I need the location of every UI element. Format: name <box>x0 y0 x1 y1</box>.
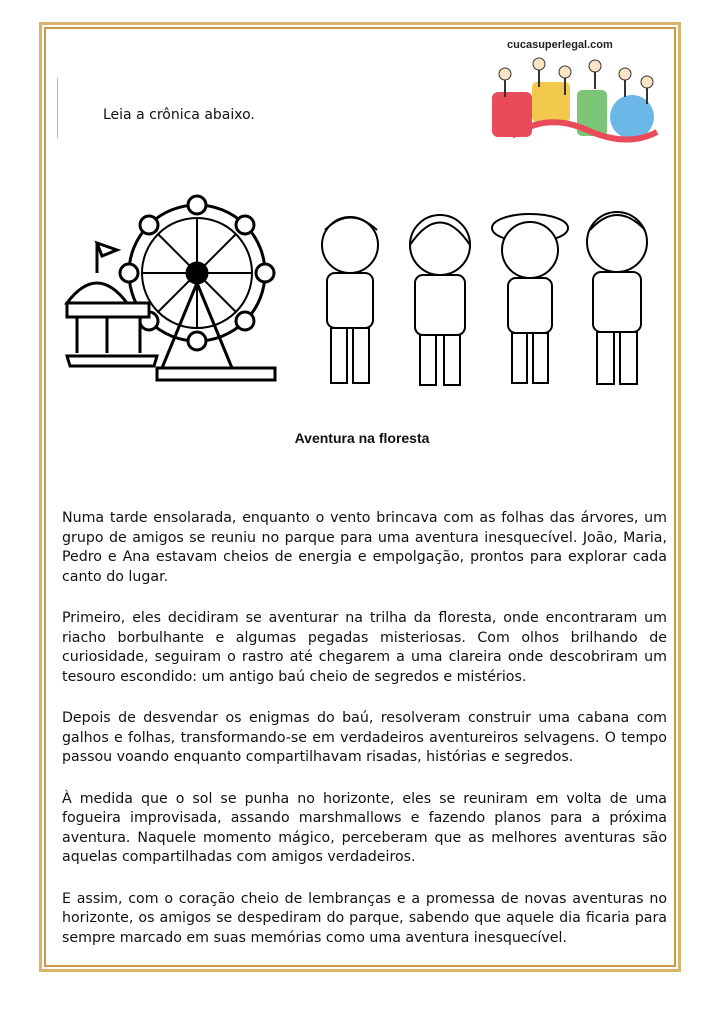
kids-on-letters-logo-icon <box>487 52 661 144</box>
story-paragraph: Numa tarde ensolarada, enquanto o vento brincava com as folhas das árvores, um grupo de amigos se reuniu no parque para uma aventura inesquecível. João, Maria, Pedro e Ana estavam cheios de energia e empolgação, prontos para explorar cada canto do lugar. <box>62 510 667 585</box>
story-paragraph: À medida que o sol se punha no horizonte, eles se reuniram em volta de uma fogueira improvisada, assando marshmallows e fazendo planos para a próxima aventura. Naquele momento mágico, perceberam que as melhores aventuras são aquelas compartilhadas com amigos verdadeiros. <box>62 790 667 865</box>
site-label: cucasuperlegal.com <box>507 39 613 51</box>
story-paragraph: Primeiro, eles decidiram se aventurar na trilha da floresta, onde encontraram um riacho borbulhante e algumas pegadas misteriosas. Com olhos brilhando de curiosidade, seguiram o rastro até chegarem a uma clareira onde descobriram um tesouro escondido: um antigo baú cheio de segredos e mistérios. <box>62 610 667 685</box>
ferris-wheel-and-carousel-illustration-icon <box>62 188 282 388</box>
story-paragraph: E assim, com o coração cheio de lembranças e a promessa de novas aventuras no horizonte, os amigos se despediram do parque, sabendo que aquele dia ficaria para sempre marcado em suas memórias como uma aventura inesquecível. <box>62 890 667 946</box>
story-body <box>62 509 667 970</box>
instruction-text: Leia a crônica abaixo. <box>103 107 255 123</box>
four-children-illustration-icon <box>305 200 660 395</box>
story-paragraph: Depois de desvendar os enigmas do baú, resolveram construir uma cabana com galhos e folhas, transformando-se em verdadeiros aventureiros selvagens. O tempo passou voando enquanto compartilhavam risadas, histórias e segredos. <box>62 710 667 765</box>
margin-mark <box>57 78 58 138</box>
story-title: Aventura na floresta <box>294 430 430 446</box>
